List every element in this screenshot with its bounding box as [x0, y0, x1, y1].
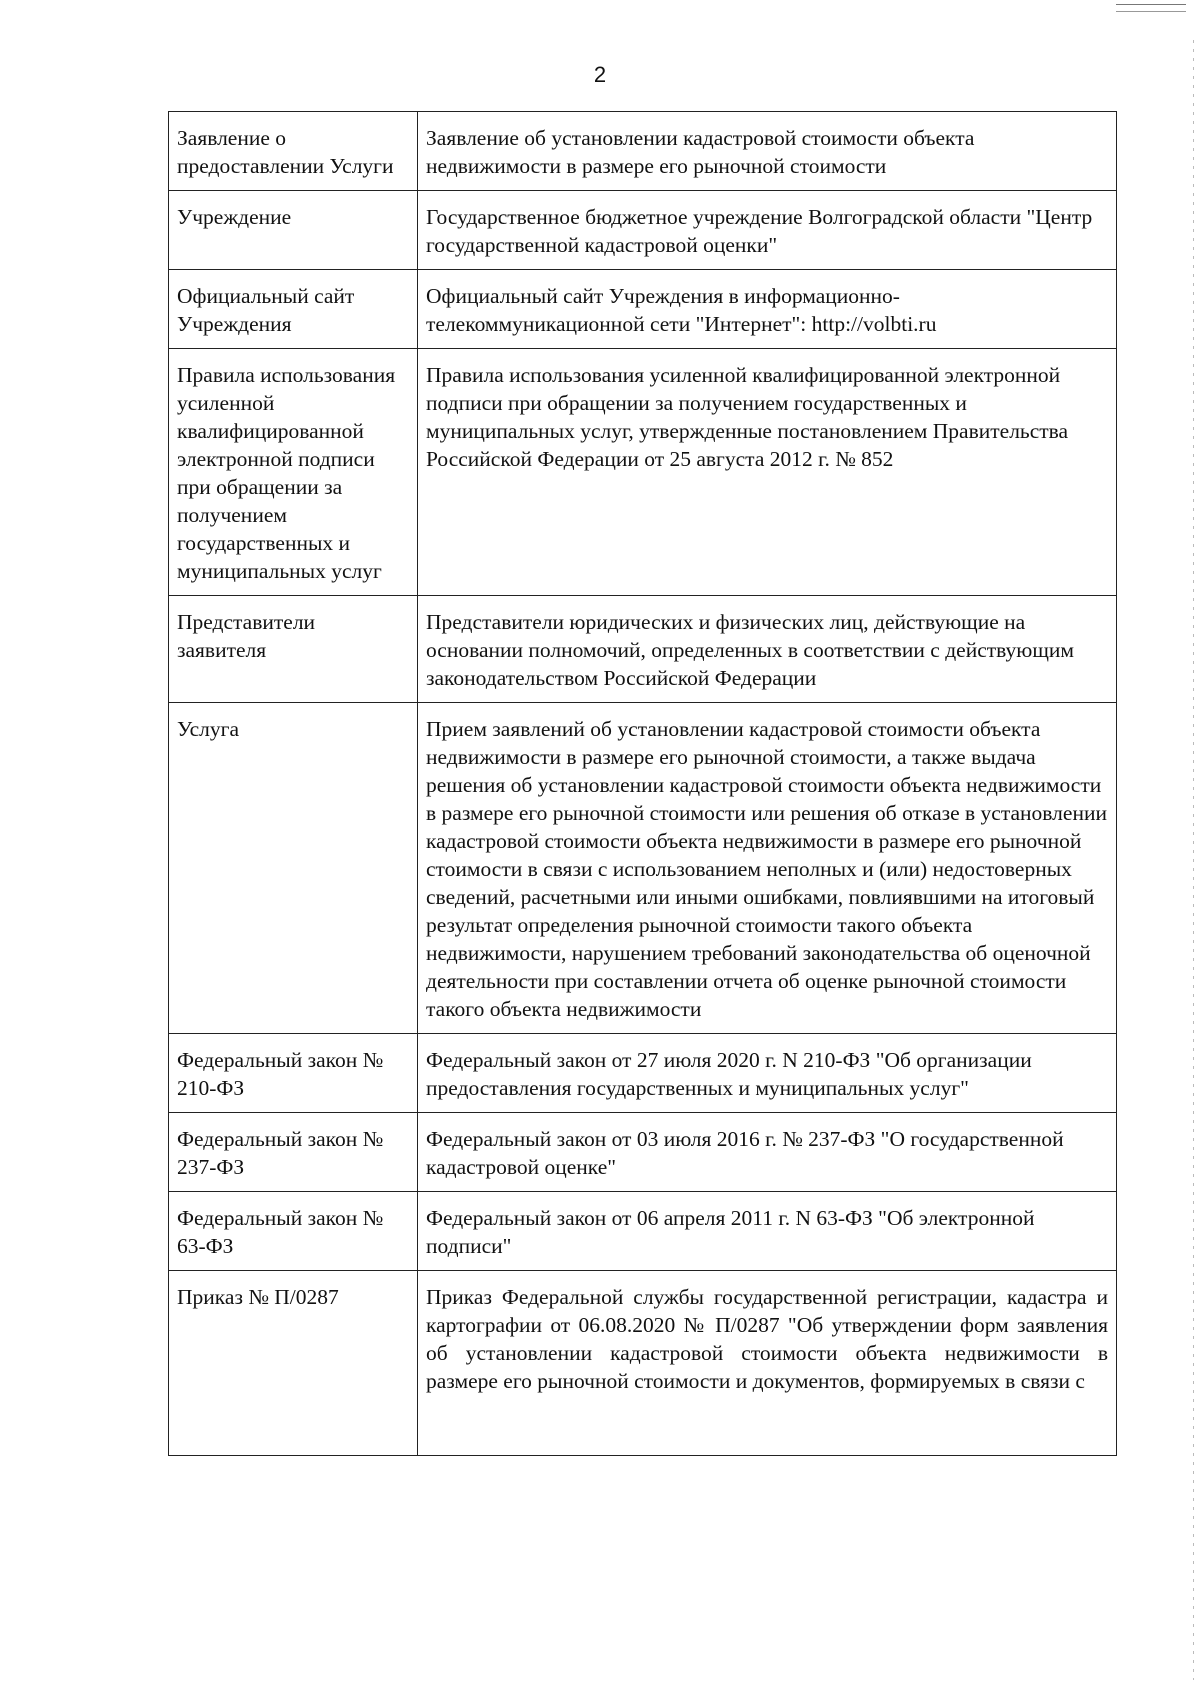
definition-cell: Федеральный закон от 27 июля 2020 г. N 210-ФЗ "Об организации предоставления государственных и муниципальных услуг" — [418, 1034, 1117, 1113]
definition-cell: Представители юридических и физических лиц, действующие на основании полномочий, определенных в соответствии с действующим законодательством Российской Федерации — [418, 596, 1117, 703]
table-row — [169, 112, 1117, 191]
table-row — [169, 349, 1117, 596]
definition-cell: Приказ Федеральной службы государственной регистрации, кадастра и картографии от 06.08.2020 № П/0287 "Об утверждении форм заявления об установлении кадастровой стоимости объекта недвижимости в размере его рыночной стоимости и документов, формируемых в связи с — [418, 1271, 1117, 1456]
term-cell: Официальный сайт Учреждения — [169, 270, 418, 349]
table-row — [169, 270, 1117, 349]
definitions-table — [168, 111, 1117, 1456]
definition-cell: Федеральный закон от 06 апреля 2011 г. N 63-ФЗ "Об электронной подписи" — [418, 1192, 1117, 1271]
term-cell: Федеральный закон № 63-ФЗ — [169, 1192, 418, 1271]
page-number: 2 — [593, 62, 607, 87]
definition-cell: Официальный сайт Учреждения в информационно-телекоммуникационной сети "Интернет": http://volbti.ru — [418, 270, 1117, 349]
term-cell: Заявление о предоставлении Услуги — [169, 112, 418, 191]
definition-cell: Федеральный закон от 03 июля 2016 г. № 237-ФЗ "О государственной кадастровой оценке" — [418, 1113, 1117, 1192]
term-cell: Федеральный закон № 210-ФЗ — [169, 1034, 418, 1113]
table-row — [169, 1271, 1117, 1456]
table-row — [169, 1034, 1117, 1113]
table-row — [169, 703, 1117, 1034]
definition-cell: Заявление об установлении кадастровой стоимости объекта недвижимости в размере его рыночной стоимости — [418, 112, 1117, 191]
term-cell: Приказ № П/0287 — [169, 1271, 418, 1456]
scan-edge-mark — [1116, 4, 1186, 12]
table-row — [169, 596, 1117, 703]
definition-cell: Правила использования усиленной квалифицированной электронной подписи при обращении за получением государственных и муниципальных услуг, утвержденные постановлением Правительства Российской Федерации от 25 августа 2012 г. № 852 — [418, 349, 1117, 596]
term-cell: Услуга — [169, 703, 418, 1034]
definition-cell: Государственное бюджетное учреждение Волгоградской области "Центр государственной кадастровой оценки" — [418, 191, 1117, 270]
table-row — [169, 191, 1117, 270]
term-cell: Представители заявителя — [169, 596, 418, 703]
definition-cell: Прием заявлений об установлении кадастровой стоимости объекта недвижимости в размере его рыночной стоимости, а также выдача решения об установлении кадастровой стоимости объекта недвижимости в размере его рыночной стоимости или решения об отказе в установлении кадастровой стоимости объекта недвижимости в размере его рыночной стоимости в связи с использованием неполных и (или) недостоверных сведений, расчетными или иными ошибками, повлиявшими на итоговый результат определения рыночной стоимости такого объекта недвижимости, нарушением требований законодательства об оценочной деятельности при составлении отчета об оценке рыночной стоимости такого объекта недвижимости — [418, 703, 1117, 1034]
scan-right-edge — [1193, 40, 1194, 1680]
table-row — [169, 1192, 1117, 1271]
term-cell: Правила использования усиленной квалифицированной электронной подписи при обращении за получением государственных и муниципальных услуг — [169, 349, 418, 596]
term-cell: Федеральный закон № 237-ФЗ — [169, 1113, 418, 1192]
term-cell: Учреждение — [169, 191, 418, 270]
table-row — [169, 1113, 1117, 1192]
